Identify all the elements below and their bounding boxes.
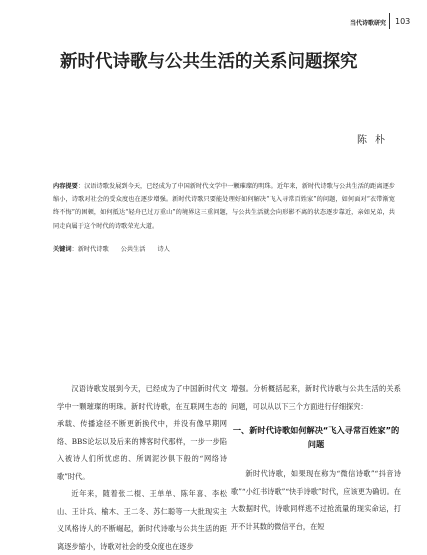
- keyword: 诗人: [157, 246, 170, 253]
- abstract: [53, 180, 395, 233]
- page-number: 103: [395, 17, 411, 26]
- section-heading: 一、新时代诗歌如何解决“飞入寻常百姓家”的问题: [232, 425, 400, 449]
- abstract-text: ：汉语诗歌发展到今天，已经成为了中国新时代文学中一颗璀璨的明珠。近年来，新时代诗歌与公共生活的距离逐步缩小，诗歌对社会的受众度也在逐步增强。新时代诗歌只要能处理好如何解决“飞入寻常百姓家”的问题，如何面对“衣带渐宽终不悔”的困顿，如何抵达“轻舟已过万重山”的境界这三重问题，与公共生活就会向形影不离的状态逐步靠近，亲如兄弟，共同走向属于这个时代的诗歌荣光大道。: [53, 183, 395, 230]
- keyword: 公共生活: [120, 246, 146, 253]
- article-title: 新时代诗歌与公共生活的关系问题探究: [60, 52, 358, 72]
- body-column-right: [231, 380, 401, 535]
- body-paragraph: 增强。分析概括起来，新时代诗歌与公共生活的关系问题，可以从以下三个方面进行仔细探究：: [231, 384, 401, 411]
- author-name: 陈朴: [357, 135, 393, 146]
- keywords: [53, 244, 182, 256]
- header-divider: [389, 13, 390, 29]
- keyword: 新时代诗歌: [77, 246, 109, 253]
- body-paragraph: 近年来，随着张二棍、王单单、陈年喜、李松山、王计兵、榆木、王二冬、苏仁聪等一大批现实主义风格诗人的不断崛起，新时代诗歌与公共生活的距离逐步缩小，诗歌对社会的受众度也在逐步: [57, 489, 227, 551]
- journal-name: 当代诗歌研究: [349, 20, 386, 27]
- body-paragraph: 汉语诗歌发展到今天，已经成为了中国新时代文学中一颗璀璨的明珠。新时代诗歌，在互联网生态的承载、传播途径不断更新换代中，并没有像早期网络、BBS论坛以及后来的博客时代那样，一步一步陷入被诗人们所忧虑的、所调泥沙俱下般的“网络诗歌”时代。: [57, 384, 227, 481]
- keywords-label: 关键词: [53, 246, 72, 253]
- keywords-colon: ：: [71, 246, 78, 253]
- body-column-left: [57, 380, 227, 555]
- body-paragraph: 新时代诗歌，如果现在称为“微信诗歌”“抖音诗歌”“小红书诗歌”“快手诗歌”时代，应该更为确切。在大数据时代，诗歌同样逃不过抢流量的现实命运，打开不计其数的微信平台，在短: [231, 469, 401, 531]
- abstract-label: 内容提要: [53, 183, 78, 190]
